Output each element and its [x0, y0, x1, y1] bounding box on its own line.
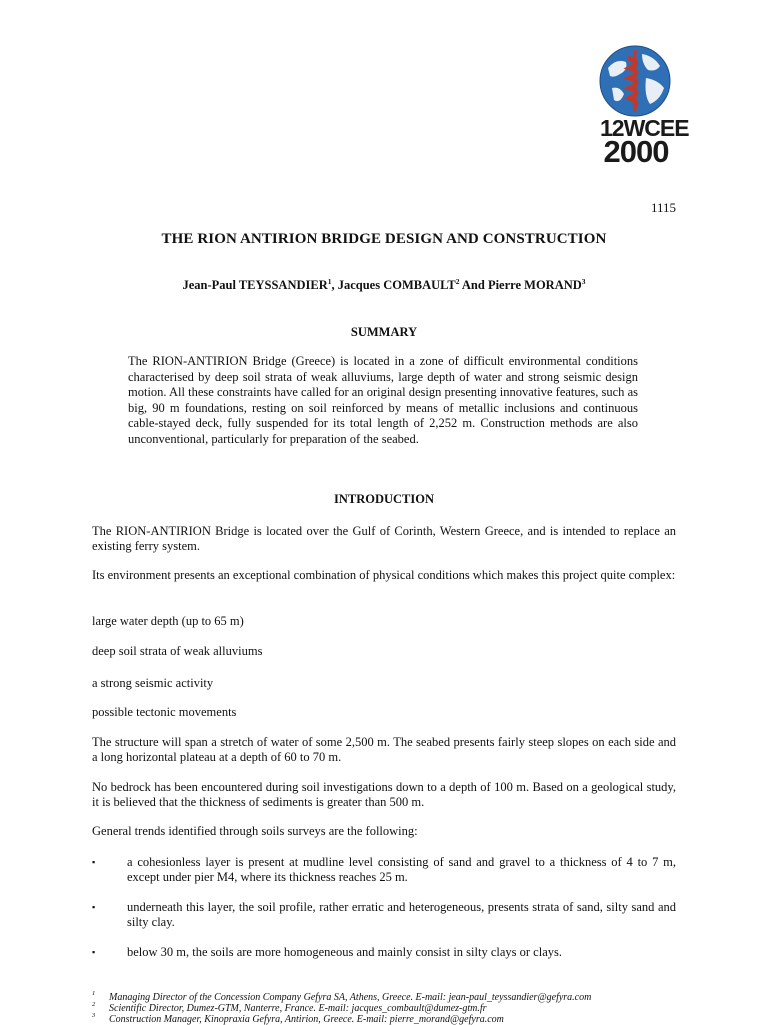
footnote-number: 1	[92, 990, 96, 997]
intro-paragraph: The RION-ANTIRION Bridge is located over the Gulf of Corinth, Western Greece, and is intended to replace an existing ferry system.	[92, 524, 676, 554]
logo-year: 2000	[603, 134, 669, 169]
bullet-text: underneath this layer, the soil profile, rather erratic and heterogeneous, presents strata of sand, silty sand and silty clay.	[127, 900, 676, 930]
paper-title: THE RION ANTIRION BRIDGE DESIGN AND CONSTRUCTION	[161, 231, 607, 247]
footnote-number: 2	[92, 1001, 96, 1008]
intro-paragraph: The structure will span a stretch of water of some 2,500 m. The seabed presents fairly steep slopes on each side and a long horizontal plateau at a depth of 60 to 70 m.	[92, 735, 676, 765]
footnote	[92, 1001, 682, 1012]
condition-item: deep soil strata of weak alluviums	[92, 644, 263, 658]
footnote	[92, 990, 682, 1001]
logo-title: 12WCEE	[600, 115, 689, 141]
author-separator: And	[459, 278, 488, 292]
summary-heading: SUMMARY	[350, 325, 418, 339]
globe-emblem-icon	[598, 44, 672, 118]
footnote-text: Construction Manager, Kinopraxia Gefyra, Antirion, Greece. E-mail: pierre_morand@gefyra.com	[109, 1014, 504, 1025]
bullet-square-icon: ▪	[92, 857, 96, 867]
introduction-heading: INTRODUCTION	[333, 492, 434, 506]
bullet-square-icon: ▪	[92, 947, 96, 957]
bullet-text: below 30 m, the soils are more homogeneous and mainly consist in silty clays or clays.	[127, 945, 562, 959]
conference-logo	[596, 44, 689, 169]
author-name: Jacques COMBAULT	[337, 278, 456, 292]
intro-paragraph: General trends identified through soils surveys are the following:	[92, 824, 418, 838]
condition-item: a strong seismic activity	[92, 676, 214, 690]
footnote-number: 3	[92, 1012, 96, 1019]
bullet-square-icon: ▪	[92, 902, 96, 912]
author-separator: ,	[331, 278, 338, 292]
footnotes	[92, 990, 682, 1023]
footnote-text: Managing Director of the Concession Company Gefyra SA, Athens, Greece. E-mail: jean-paul_teyssandier@gefyra.com	[109, 992, 592, 1003]
author-name: Jean-Paul TEYSSANDIER	[182, 278, 328, 292]
bullet-text: a cohesionless layer is present at mudline level consisting of sand and gravel to a thickness of 4 to 7 m, except under pier M4, where its thickness reaches 25 m.	[127, 855, 676, 885]
footnote	[92, 1012, 682, 1023]
author-line	[0, 278, 768, 293]
condition-item: large water depth (up to 65 m)	[92, 614, 244, 628]
summary-text: The RION-ANTIRION Bridge (Greece) is located in a zone of difficult environmental conditions characterised by deep soil strata of weak alluviums, large depth of water and strong seismic design motion. All these constraints have called for an original design presenting innovative features, such as big, 90 m foundations, resting on soil reinforced by means of metallic inclusions and continuous cable-stayed deck, fully suspended for its total length of 2,252 m. Construction methods are also unconventional, particularly for preparation of the seabed.	[128, 354, 638, 446]
author-superscript: 2	[455, 276, 460, 286]
author-superscript: 1	[327, 276, 332, 286]
intro-paragraph: No bedrock has been encountered during soil investigations down to a depth of 100 m. Based on a geological study, it is believed that the thickness of sediments is greater than 500 m.	[92, 780, 676, 810]
page-number: 1115	[650, 200, 676, 215]
intro-paragraph: Its environment presents an exceptional combination of physical conditions which makes this project quite complex:	[92, 568, 676, 582]
author-name: Pierre MORAND	[487, 278, 582, 292]
condition-item: possible tectonic movements	[92, 705, 237, 719]
footnote-text: Scientific Director, Dumez-GTM, Nanterre, France. E-mail: jacques_combault@dumez-gtm.fr	[109, 1003, 487, 1014]
author-superscript: 3	[581, 276, 586, 286]
